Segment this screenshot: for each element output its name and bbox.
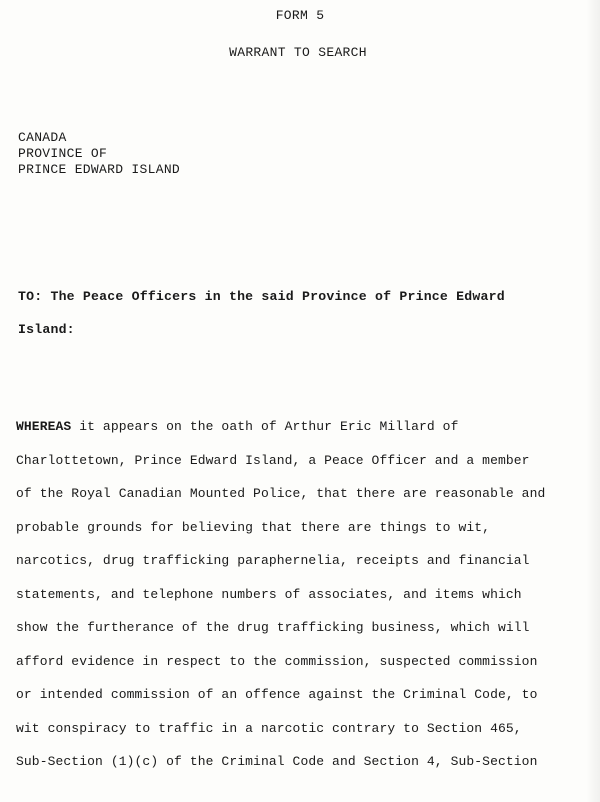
body-line: of the Royal Canadian Mounted Police, that there are reasonable and	[16, 486, 546, 501]
form-number: FORM 5	[275, 8, 325, 23]
warrant-body	[16, 410, 591, 779]
whereas-lead-word: WHEREAS	[16, 419, 72, 434]
body-line: wit conspiracy to traffic in a narcotic contrary to Section 465,	[16, 720, 522, 736]
body-line-text: it appears on the oath of Arthur Eric Millard of	[71, 419, 459, 434]
body-line: Sub-Section (1)(c) of the Criminal Code and Section 4, Sub-Section	[16, 754, 538, 769]
body-line: narcotics, drug trafficking paraphernelia, receipts and financial	[16, 553, 530, 568]
jurisdiction-province-name: PRINCE EDWARD ISLAND	[18, 162, 181, 177]
body-line: afford evidence in respect to the commission, suspected commission	[16, 653, 538, 669]
body-line: statements, and telephone numbers of associates, and items which	[16, 586, 522, 602]
jurisdiction-province-label: PROVINCE OF	[18, 146, 108, 161]
page-edge-shadow	[586, 0, 600, 802]
jurisdiction-country: CANADA	[18, 130, 67, 145]
addressee-block	[18, 280, 578, 346]
body-line	[16, 410, 591, 444]
form-title: WARRANT TO SEARCH	[229, 45, 367, 60]
body-line: show the furtherance of the drug trafficking business, which will	[16, 620, 530, 635]
jurisdiction-block	[18, 130, 180, 178]
body-line: or intended commission of an offence against the Criminal Code, to	[16, 687, 538, 702]
addressee-line: Island:	[18, 322, 75, 337]
addressee-line: TO: The Peace Officers in the said Province of Prince Edward	[18, 289, 505, 304]
body-line: Charlottetown, Prince Edward Island, a Peace Officer and a member	[16, 452, 530, 468]
body-line: probable grounds for believing that there are things to wit,	[16, 519, 491, 535]
